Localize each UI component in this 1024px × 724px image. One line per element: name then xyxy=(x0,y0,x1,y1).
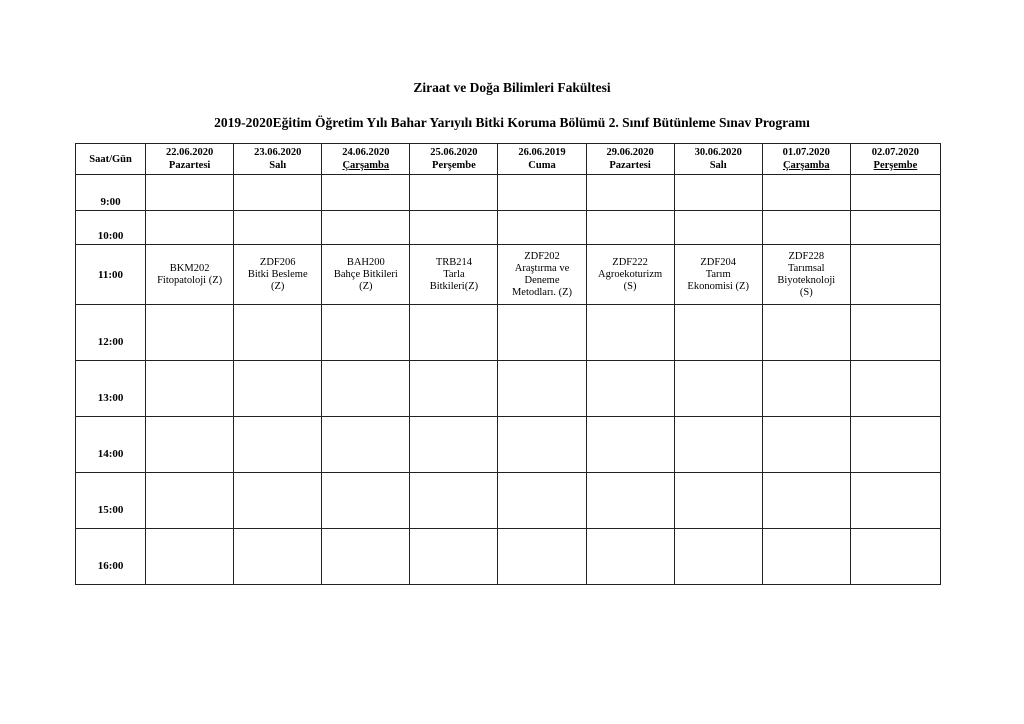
empty-cell xyxy=(762,529,850,585)
empty-cell xyxy=(762,473,850,529)
course-code: ZDF206 xyxy=(259,256,296,268)
table-row xyxy=(76,305,941,361)
course-code: BKM202 xyxy=(169,262,210,274)
course-name-line: Deneme xyxy=(524,274,560,286)
faculty-title: Ziraat ve Doğa Bilimleri Fakültesi xyxy=(413,80,611,95)
empty-cell xyxy=(410,529,498,585)
empty-cell xyxy=(850,245,940,305)
day-name: Pazartesi xyxy=(609,160,651,171)
exam-cell xyxy=(410,245,498,305)
program-title: 2019-2020Eğitim Öğretim Yılı Bahar Yarıyılı Bitki Koruma Bölümü 2. Sınıf Bütünleme Sınav Programı xyxy=(214,115,810,130)
day-date: 01.07.2020 xyxy=(782,147,830,158)
empty-cell xyxy=(850,175,940,211)
empty-cell xyxy=(410,305,498,361)
empty-cell xyxy=(146,417,234,473)
day-header xyxy=(410,144,498,175)
exam-schedule-table xyxy=(75,143,941,585)
day-name: Perşembe xyxy=(432,160,476,171)
course-name-line: Bitki Besleme xyxy=(247,268,308,280)
exam-cell xyxy=(586,245,674,305)
course-name-line: Metodları. (Z) xyxy=(511,286,573,298)
empty-cell xyxy=(410,417,498,473)
empty-cell xyxy=(674,417,762,473)
empty-cell xyxy=(498,305,586,361)
day-header xyxy=(234,144,322,175)
empty-cell xyxy=(586,305,674,361)
schedule-body xyxy=(76,175,941,585)
day-date: 02.07.2020 xyxy=(871,147,920,158)
corner-header: Saat/Gün xyxy=(76,144,146,175)
table-row xyxy=(76,245,941,305)
course-name-line: Bitkileri(Z) xyxy=(429,280,479,292)
day-header xyxy=(322,144,410,175)
empty-cell xyxy=(674,473,762,529)
day-date: 30.06.2020 xyxy=(694,147,742,158)
empty-cell xyxy=(146,361,234,417)
time-slot: 10:00 xyxy=(76,211,146,245)
header-row xyxy=(76,144,941,175)
course-name-line: (Z) xyxy=(359,280,373,292)
empty-cell xyxy=(410,211,498,245)
time-slot: 15:00 xyxy=(76,473,146,529)
exam-cell xyxy=(146,245,234,305)
day-name: Çarşamba xyxy=(782,160,830,171)
empty-cell xyxy=(234,417,322,473)
course-code: ZDF228 xyxy=(788,250,825,262)
day-header xyxy=(146,144,234,175)
time-slot: 16:00 xyxy=(76,529,146,585)
empty-cell xyxy=(762,305,850,361)
course-name-line: Fitopatoloji (Z) xyxy=(157,274,223,286)
course-code: TRB214 xyxy=(435,256,472,268)
table-row xyxy=(76,529,941,585)
course-name-line: (Z) xyxy=(271,280,285,292)
course-name-line: Tarım xyxy=(705,268,731,280)
empty-cell xyxy=(674,211,762,245)
empty-cell xyxy=(146,211,234,245)
day-name: Cuma xyxy=(528,160,556,171)
day-name: Çarşamba xyxy=(342,160,390,171)
course-name-line: Biyoteknoloji xyxy=(777,274,836,286)
empty-cell xyxy=(322,211,410,245)
empty-cell xyxy=(322,361,410,417)
table-row xyxy=(76,175,941,211)
course-name-line: Araştırma ve xyxy=(514,262,570,274)
day-header xyxy=(674,144,762,175)
table-row xyxy=(76,473,941,529)
empty-cell xyxy=(234,529,322,585)
day-date: 25.06.2020 xyxy=(430,147,478,158)
empty-cell xyxy=(234,175,322,211)
course-code: ZDF222 xyxy=(612,256,648,268)
empty-cell xyxy=(586,417,674,473)
course-name-line: Tarla xyxy=(443,268,465,280)
empty-cell xyxy=(498,473,586,529)
time-slot: 12:00 xyxy=(76,305,146,361)
empty-cell xyxy=(850,417,940,473)
empty-cell xyxy=(498,417,586,473)
course-name-line: Agroekoturizm xyxy=(598,268,663,280)
empty-cell xyxy=(234,473,322,529)
empty-cell xyxy=(762,211,850,245)
empty-cell xyxy=(322,305,410,361)
course-name-line: (S) xyxy=(799,286,813,298)
empty-cell xyxy=(850,529,940,585)
empty-cell xyxy=(498,175,586,211)
day-date: 26.06.2019 xyxy=(518,147,566,158)
empty-cell xyxy=(586,529,674,585)
empty-cell xyxy=(146,529,234,585)
day-name: Perşembe xyxy=(873,160,918,171)
course-name-line: (S) xyxy=(623,280,637,292)
empty-cell xyxy=(146,305,234,361)
empty-cell xyxy=(850,305,940,361)
empty-cell xyxy=(322,417,410,473)
empty-cell xyxy=(850,361,940,417)
day-date: 22.06.2020 xyxy=(166,147,214,158)
empty-cell xyxy=(146,175,234,211)
course-name-line: Tarımsal xyxy=(787,262,825,274)
day-date: 23.06.2020 xyxy=(254,147,302,158)
exam-cell xyxy=(322,245,410,305)
course-code: ZDF202 xyxy=(524,250,560,262)
empty-cell xyxy=(498,361,586,417)
empty-cell xyxy=(674,175,762,211)
day-name: Salı xyxy=(269,160,287,171)
exam-cell xyxy=(762,245,850,305)
table-row xyxy=(76,361,941,417)
day-name: Salı xyxy=(709,160,727,171)
empty-cell xyxy=(410,361,498,417)
day-name: Pazartesi xyxy=(168,160,211,171)
day-header xyxy=(850,144,940,175)
course-code: BAH200 xyxy=(346,256,385,268)
empty-cell xyxy=(322,175,410,211)
empty-cell xyxy=(586,473,674,529)
empty-cell xyxy=(234,361,322,417)
exam-cell xyxy=(498,245,586,305)
table-row xyxy=(76,417,941,473)
empty-cell xyxy=(498,211,586,245)
empty-cell xyxy=(762,417,850,473)
day-header xyxy=(498,144,586,175)
exam-cell xyxy=(674,245,762,305)
empty-cell xyxy=(586,175,674,211)
day-date: 29.06.2020 xyxy=(606,147,654,158)
empty-cell xyxy=(410,473,498,529)
day-header xyxy=(586,144,674,175)
empty-cell xyxy=(674,361,762,417)
empty-cell xyxy=(322,529,410,585)
time-slot: 13:00 xyxy=(76,361,146,417)
empty-cell xyxy=(674,305,762,361)
empty-cell xyxy=(850,473,940,529)
empty-cell xyxy=(410,175,498,211)
day-header xyxy=(762,144,850,175)
time-slot: 9:00 xyxy=(76,175,146,211)
course-code: ZDF204 xyxy=(700,256,736,268)
empty-cell xyxy=(850,211,940,245)
time-slot: 14:00 xyxy=(76,417,146,473)
empty-cell xyxy=(146,473,234,529)
course-name-line: Bahçe Bitkileri xyxy=(333,268,398,280)
empty-cell xyxy=(234,305,322,361)
empty-cell xyxy=(762,361,850,417)
empty-cell xyxy=(762,175,850,211)
course-name-line: Ekonomisi (Z) xyxy=(687,280,749,292)
exam-cell xyxy=(234,245,322,305)
time-slot: 11:00 xyxy=(76,245,146,305)
empty-cell xyxy=(234,211,322,245)
empty-cell xyxy=(322,473,410,529)
empty-cell xyxy=(498,529,586,585)
day-date: 24.06.2020 xyxy=(342,147,390,158)
table-row xyxy=(76,211,941,245)
empty-cell xyxy=(586,361,674,417)
empty-cell xyxy=(586,211,674,245)
empty-cell xyxy=(674,529,762,585)
